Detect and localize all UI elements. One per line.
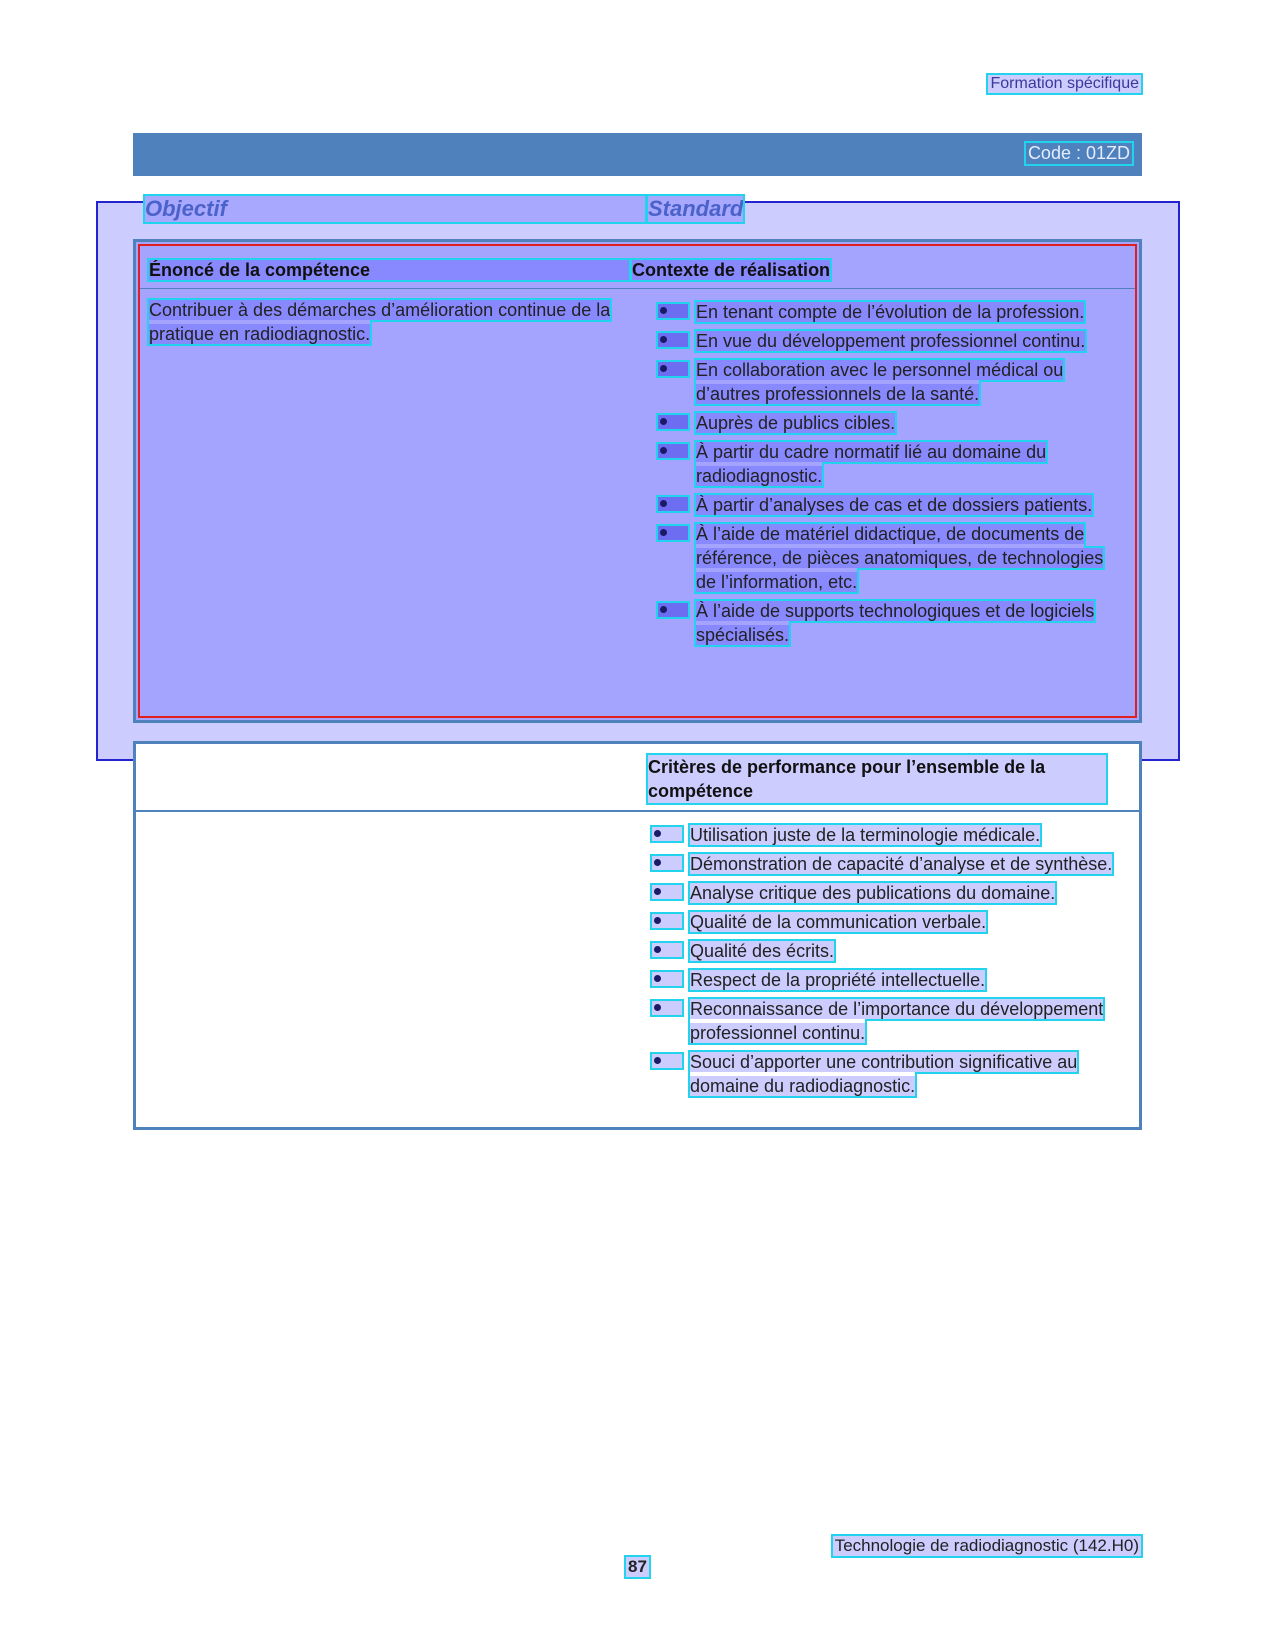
section-label: Formation spécifique [990, 75, 1139, 92]
table-divider [136, 810, 1139, 812]
list-item: Démonstration de capacité d’analyse et de synthèse. [652, 852, 1122, 876]
performance-criteria-list [652, 823, 1122, 1103]
bullet-icon [652, 885, 682, 899]
bullet-icon [658, 304, 688, 318]
enonce-statement: Contribuer à des démarches d’amélioration continue de la pratique en radiodiagnostic. [149, 300, 611, 344]
bullet-icon [652, 1001, 682, 1015]
list-item: Utilisation juste de la terminologie médicale. [652, 823, 1122, 847]
list-item: À partir du cadre normatif lié au domaine du radiodiagnostic. [658, 440, 1128, 488]
enonce-heading: Énoncé de la compétence [149, 260, 629, 280]
page-number: 87 [628, 1557, 647, 1576]
bullet-icon [652, 972, 682, 986]
performance-table [133, 741, 1142, 1130]
bullet-icon [652, 827, 682, 841]
bullet-icon [658, 444, 688, 458]
objectif-label: Objectif [145, 196, 645, 222]
contexte-heading: Contexte de réalisation [632, 260, 831, 280]
list-item: Reconnaissance de l’importance du développement professionnel continu. [652, 997, 1122, 1045]
enonce-text [149, 298, 659, 346]
bullet-icon [658, 333, 688, 347]
bullet-icon [658, 415, 688, 429]
list-item: En tenant compte de l’évolution de la profession. [658, 300, 1128, 324]
competence-code: Code : 01ZD [1027, 143, 1130, 163]
list-item: À partir d’analyses de cas et de dossiers patients. [658, 493, 1128, 517]
list-item: Respect de la propriété intellectuelle. [652, 968, 1122, 992]
bullet-icon [652, 856, 682, 870]
list-item: À l’aide de supports technologiques et de logiciels spécialisés. [658, 599, 1128, 647]
bullet-icon [658, 362, 688, 376]
bullet-icon [652, 943, 682, 957]
bullet-icon [652, 914, 682, 928]
contexte-list [658, 300, 1128, 652]
list-item: À l’aide de matériel didactique, de documents de référence, de pièces anatomiques, de technologies de l’information, etc. [658, 522, 1128, 594]
list-item: Analyse critique des publications du domaine. [652, 881, 1122, 905]
list-item: En collaboration avec le personnel médical ou d’autres professionnels de la santé. [658, 358, 1128, 406]
bullet-icon [658, 603, 688, 617]
list-item: Souci d’apporter une contribution significative au domaine du radiodiagnostic. [652, 1050, 1122, 1098]
list-item: Auprès de publics cibles. [658, 411, 1128, 435]
code-bar [133, 133, 1142, 176]
competence-table-frame [138, 244, 1137, 718]
performance-heading: Critères de performance pour l’ensemble de la compétence [648, 755, 1106, 803]
list-item: Qualité des écrits. [652, 939, 1122, 963]
standard-label: Standard [648, 196, 744, 221]
bullet-icon [658, 526, 688, 540]
bullet-icon [658, 497, 688, 511]
program-title: Technologie de radiodiagnostic (142.H0) [834, 1536, 1139, 1555]
table-divider [140, 288, 1135, 289]
competence-table [133, 239, 1142, 723]
bullet-icon [652, 1054, 682, 1068]
list-item: En vue du développement professionnel continu. [658, 329, 1128, 353]
list-item: Qualité de la communication verbale. [652, 910, 1122, 934]
